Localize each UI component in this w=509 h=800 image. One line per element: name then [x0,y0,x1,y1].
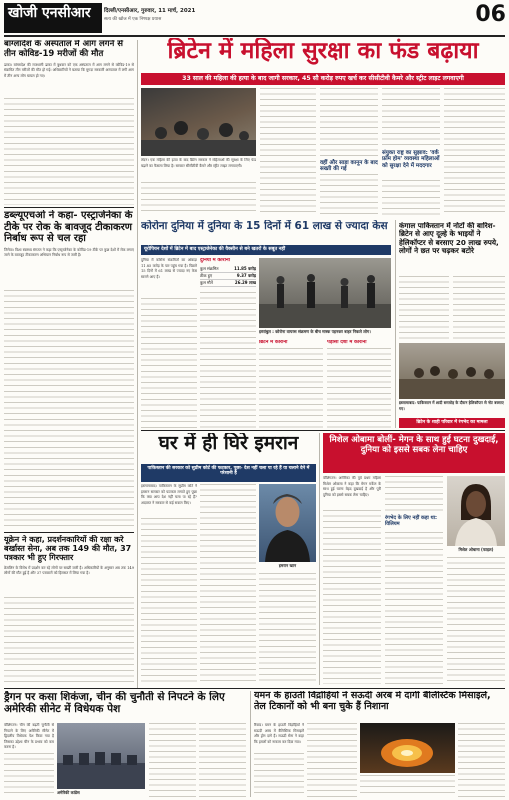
masthead-logo [4,3,102,33]
column-divider [137,40,138,688]
stat-row [200,273,256,280]
corona-photo [259,258,391,328]
imran-body: इस्लामाबाद। पाकिस्तान के सुप्रीम कोर्ट ने इमरान सरकार को फटकार लगाते हुए पूछा कि क्या आप देश नहीं चला पा रहे हैं? अदालत ने सरकार से कई सवाल किए। [141,484,197,505]
divider [4,688,505,689]
uk-text-block [320,88,378,158]
yemen-col1 [254,723,304,797]
michelle-body: वॉशिंगटन। अमेरिका की पूर्व प्रथम महिला मिशेल ओबामा ने कहा कि मेगन मर्केल के साथ हुई घटना बेहद दुखदाई है और पूरी दुनिया को इससे सबक लेना चाहिए। [323,476,381,497]
stat-row [200,280,256,287]
divider [141,430,505,431]
pakistan-text-col [453,276,505,341]
pakistan-text-block [453,276,505,341]
uk-photo [141,88,256,156]
masthead-meta [104,6,344,30]
corona-body: दुनिया में कोरोना संक्रमितों का आंकड़ा 11.85 करोड़ के पार पहुंच गया है। पिछले 15 दिनों में 61 लाख से ज्यादा नए केस सामने आए हैं। [141,258,197,279]
dragon-col1 [4,723,54,797]
divider [4,207,134,208]
imran-text-block [141,518,197,684]
yemen-col4 [458,723,505,797]
who-body: जिनेवा। विश्व स्वास्थ्य संगठन ने कहा कि एस्ट्राजेनेका के कोविड-19 टीके पर कुछ देशों में रोक लगाए जाने के बावजूद टीकाकरण अभियान निर्बाध रूप से जारी है। [4,247,134,258]
uk-text-1 [141,158,256,215]
dragon-text-block [4,753,54,797]
bangladesh-story [4,40,134,205]
imran-text-block [200,484,256,684]
uk-subhead-2: संयुक्त राष्ट्र का सुझाव: 'वर्क फ्रॉम होम' व्यवस्था महिलाओं को सुरक्षा देने में मददगार [382,150,440,169]
corona-stats-table [200,266,256,287]
imran-photo-label: इमरान खान [278,563,297,568]
who-headline: डब्ल्यूएचओ ने कहा- एस्ट्राजेनेका के टीके पर रोक के बावजूद टीकाकरण निर्बाध रूप से चल रहा [4,210,133,244]
uk-col5 [444,88,505,216]
pakistan-caption: इस्लामाबाद: पाकिस्तान में शादी समारोह के दौरान हेलिकॉप्टर से नोट बरसाए गए। [399,400,504,411]
michelle-photo [447,476,505,546]
stat-value: 11.85 करोड़ [234,265,256,271]
michelle-headline: मिशेल ओबामा बोलीं- मेगन के साथ हुई घटना दुखदाई, दुनिया को इससे सबक लेना चाहिए [323,433,505,473]
protest-story [4,535,134,685]
protest-text-block [4,597,134,685]
divider [4,532,134,533]
pakistan-text-block [399,276,449,341]
michelle-text-block [385,532,443,684]
dragon-col2 [149,723,196,797]
michelle-col2 [385,476,443,684]
masthead-rule [4,35,505,37]
uk-text-block [444,88,505,216]
michelle-caption: मिशेल ओबामा (फाइल) [458,547,494,552]
portrait-image [447,476,505,546]
dragon-headline: ड्रैगन पर कसा शिकंजा, चीन की चुनौती से निपटने के लिए अमेरिकी सीनेट में विधेयक पेश [4,691,225,716]
protest-body: क्रेमलिन के विरोध में प्रदर्शन कर रहे लोगों पर सख्ती जारी है। अधिकारियों के अनुसार अब तक 149 लोगों की मौत हुई है और 37 पत्रकारों को हिरासत में लिया गया है। [4,565,134,576]
yemen-headline: यमन के हाउती विद्रोहियों ने सऊदी अरब में दागीं बैलिस्टिक मिसाइलें, तेल टिकानों को भी बना चुके हैं निशाना [254,691,491,712]
bangladesh-headline: बांग्लादेश के अस्पताल में आग लगने से तीन कोविड-19 मरीजों की मौत [4,40,123,59]
uk-text-block [260,88,316,216]
column-divider [319,433,320,685]
pakistan-headline: कंगाल पाकिस्तान में नोटों की बारिश-ब्रिटेन से आए दूल्हे के भाइयों ने हेलिकॉप्टर से बरसाए 20 लाख रुपये, लोगों ने छत पर चढ़कर बटोरे [399,222,499,255]
corona-text-block [141,298,197,428]
corona-col2 [200,258,256,428]
michelle-col1 [323,476,381,684]
corona-text-block [259,348,323,428]
uk-text-block [382,180,440,216]
stat-label: कुल संक्रमित [200,265,219,271]
corona-col4 [327,340,391,428]
uk-text-block [141,182,256,215]
stat-label: ठीक हुए [200,272,213,278]
imran-col2 [200,484,256,684]
protest-headline: यूक्रेन ने कहा, प्रदर्शनकारियों की रक्षा करे बर्खास्त सेना, अब तक 149 की मौत, 37 पत्रकार भी हुए गिरफ्तार [4,535,132,563]
edition-line: दिल्ली/एनसीआर, गुरुवार, 11 मार्च, 2021 [104,8,196,14]
corona-caption: इस्तांबुल : कोरोना वायरस संक्रमण के बीच मास्क पहनकर बाहर निकले लोग। [259,329,371,334]
michelle-text-block [323,510,381,684]
column-divider [250,691,251,797]
michelle-text-block [385,476,443,514]
dragon-text-block [199,723,246,797]
uk-body: लंदन। एक महिला की हत्या के बाद ब्रिटेन सरकार ने महिलाओं की सुरक्षा के लिए फंड बढ़ाने का फैसला लिया है। सरकार सीसीटीवी कैमरे और स्ट्रीट लाइट लगवाएगी। [141,158,256,168]
corona-strap: यूरोपियन देशों में ब्रिटेन में बाद एस्ट्राजेनेका की वैक्सीन से बने खतरों के सबूत नहीं [141,245,391,255]
imran-photo [259,484,316,562]
uk-col2 [260,88,316,216]
tagline: सत्य की खोज में एक निष्पक्ष प्रयास [104,17,162,22]
missile-fire-image [360,723,455,773]
column-divider [395,220,396,428]
crowd-image [141,88,256,156]
pakistan-text-col [399,276,449,341]
bangladesh-body: ढाका। बांग्लादेश की राजधानी ढाका में बुधवार को एक अस्पताल में आग लगने से कोविड-19 से संक्रमित तीन मरीजों की मौत हो गई। अधिकारियों ने बताया कि मुगदा सरकारी अस्पताल में लगी आग में तीन अन्य लोग घायल हो गए। [4,62,134,78]
imran-col1 [141,484,197,684]
stat-label: कुल मौतें [200,279,213,285]
uk-col3 [320,88,378,216]
dragon-text-block [149,723,196,797]
street-image [259,258,391,328]
imran-headline: घर में ही घिरे इमरान [158,433,299,454]
stat-value: 26.29 लाख [234,279,256,285]
royal-banner: ब्रिटेन के शाही परिवार में रंगभेद का मामला [399,418,505,428]
michelle-subhead: रंगभेद के लिए नहीं कहा था: विलियम [385,515,438,527]
corona-subhead-2: ब्रिटेन में कोरोना [259,340,288,345]
stat-row [200,266,256,273]
uk-text-block [320,174,378,216]
portrait-image [259,484,316,562]
yemen-text-block [360,775,455,797]
uk-subhead: वहीं और साड़ा कानून के बाद सख्ती की गई [320,160,378,173]
corona-subhead-3: पड़ोसी देशों में कोरोना [327,340,367,345]
michelle-text-block [447,557,505,684]
senate-image [57,723,145,789]
dragon-col3 [199,723,246,797]
corona-text-block [327,348,391,428]
yemen-text-block [254,753,304,797]
dragon-photo [57,723,145,789]
michelle-col3 [447,557,505,684]
yemen-text-block [458,723,505,797]
corona-col1 [141,258,197,428]
corona-headline: कोरोना दुनिया में दुनिया के 15 दिनों में 61 लाख से ज्यादा केस [141,220,388,232]
yemen-text-block [307,723,357,797]
dragon-body: वॉशिंगटन। चीन की बढ़ती चुनौती से निपटने के लिए अमेरिकी सीनेट में द्विदलीय विधेयक पेश किया गया है जिसका उद्देश्य चीन के प्रभाव को कम करना है। [4,723,54,750]
masthead-title: खोजी एनसीआर [8,5,91,21]
page-number: 06 [475,2,506,27]
uk-col4 [382,88,440,216]
imran-text-block [259,573,316,684]
corona-col3 [259,340,323,428]
corona-subhead-1: दुनिया में कोरोना [200,258,230,263]
uk-strap: 33 साल की महिला की हत्या के बाद जागी सरकार, 45 सौ करोड़ रुपए खर्च कर सीसीटीवी कैमरे और स्ट्रीट लाइट लगवाएगी [141,73,505,85]
who-story [4,210,134,530]
yemen-col2 [307,723,357,797]
imran-col3 [259,573,316,684]
yemen-col3 [360,775,455,797]
pakistan-photo [399,343,505,399]
wedding-image [399,343,505,399]
bangladesh-text-block [4,98,134,205]
who-text-block [4,290,134,530]
imran-strap: पाकिस्तान की सरकार को सुप्रीम कोर्ट की फटकार, पूछा- देश नहीं चला पा रहे हैं या चलाने देने में परेशानी है [141,464,316,482]
uk-headline: ब्रिटेन में महिला सुरक्षा का फंड बढ़ाया [167,38,479,64]
corona-text-block [200,292,256,428]
dragon-caption: अमेरिकी कांग्रेस [57,790,80,795]
yemen-photo [360,723,455,773]
uk-text-block [382,88,440,148]
yemen-body: रियाद। यमन के हाउती विद्रोहियों ने सऊदी अरब में बैलिस्टिक मिसाइलें और ड्रोन दागे हैं। सऊदी सेना ने कहा कि हमलों को नाकाम कर दिया गया। [254,723,304,744]
stat-value: 9.37 करोड़ [236,272,256,278]
